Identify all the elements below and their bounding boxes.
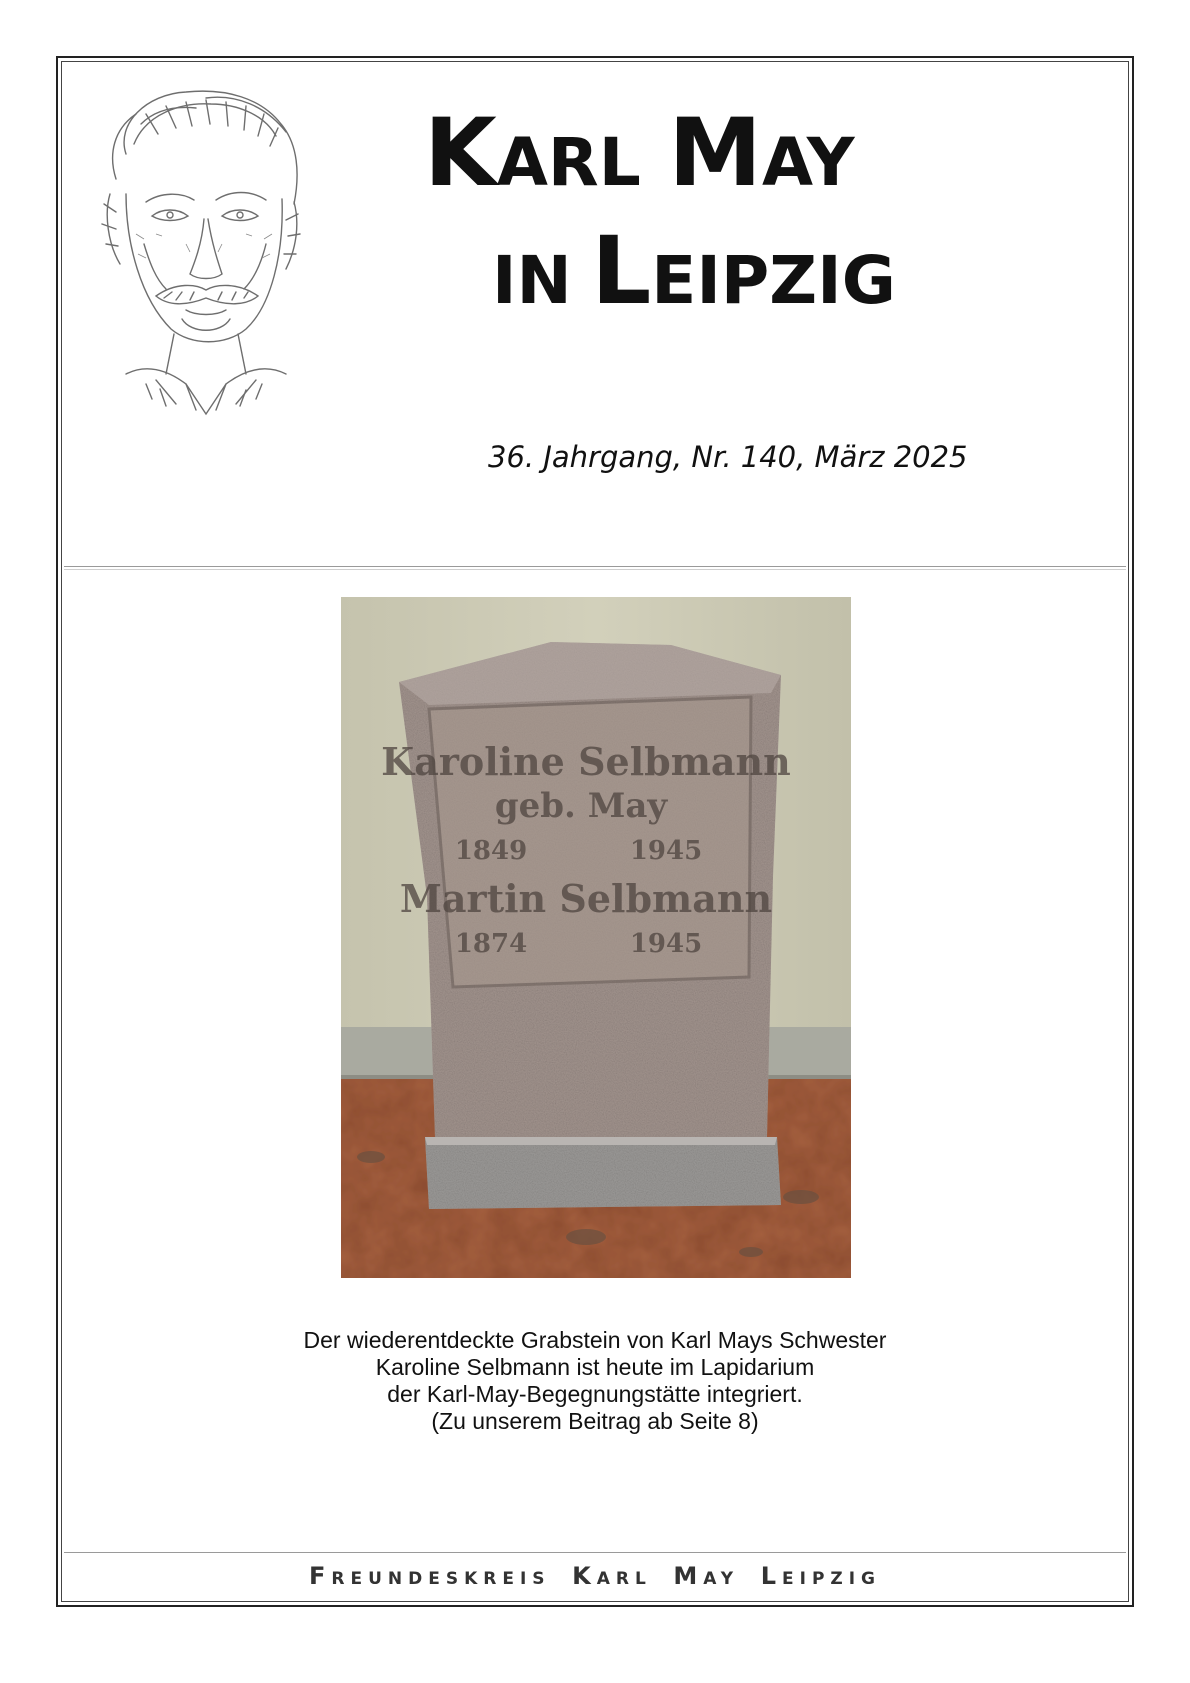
photo-caption bbox=[150, 1327, 1040, 1435]
title-word1-initial: K bbox=[424, 99, 497, 208]
masthead-title-line1 bbox=[424, 99, 855, 208]
inscription-line2: geb. May bbox=[494, 786, 668, 826]
title-word4-rest: EIPZIG bbox=[651, 242, 896, 319]
footer-word3-rest: AY bbox=[703, 1569, 740, 1589]
footer-word4-initial: L bbox=[760, 1562, 782, 1590]
header-divider-second bbox=[64, 569, 1126, 570]
footer-word1-initial: F bbox=[308, 1562, 332, 1590]
caption-line: Der wiederentdeckte Grabstein von Karl Mays Schwester bbox=[303, 1327, 887, 1353]
title-word2-initial: M bbox=[668, 99, 762, 208]
footer-word2-initial: K bbox=[572, 1562, 597, 1590]
inscription-year1: 1849 bbox=[454, 836, 528, 866]
gravestone-photo bbox=[341, 597, 851, 1278]
masthead-title-line2 bbox=[492, 217, 896, 326]
header-divider bbox=[64, 566, 1126, 567]
inscription-line1: Karoline Selbmann bbox=[381, 739, 791, 784]
title-word2-rest: AY bbox=[761, 124, 855, 201]
footer-word1-rest: REUNDESKREIS bbox=[331, 1569, 551, 1589]
inscription-line4: Martin Selbmann bbox=[399, 876, 773, 921]
footer-word3-initial: M bbox=[673, 1562, 704, 1590]
issue-line: 36. Jahrgang, Nr. 140, März 2025 bbox=[488, 440, 968, 474]
caption-line: der Karl-May-Begegnungstätte integriert. bbox=[387, 1381, 803, 1407]
footer-divider bbox=[64, 1552, 1126, 1553]
inscription-year3: 1874 bbox=[454, 929, 528, 959]
title-word3: IN bbox=[492, 242, 572, 319]
title-word4-initial: L bbox=[591, 217, 652, 326]
caption-line: Karoline Selbmann ist heute im Lapidarium bbox=[375, 1354, 815, 1380]
footer-word2-rest: ARL bbox=[596, 1569, 652, 1589]
inscription-year4: 1945 bbox=[629, 929, 703, 959]
karl-may-portrait-sketch bbox=[86, 84, 326, 424]
title-word1-rest: ARL bbox=[496, 124, 641, 201]
caption-line: (Zu unserem Beitrag ab Seite 8) bbox=[431, 1408, 759, 1434]
inscription-year2: 1945 bbox=[629, 836, 703, 866]
footer-publisher bbox=[64, 1562, 1126, 1590]
footer-word4-rest: EIPZIG bbox=[782, 1569, 882, 1589]
